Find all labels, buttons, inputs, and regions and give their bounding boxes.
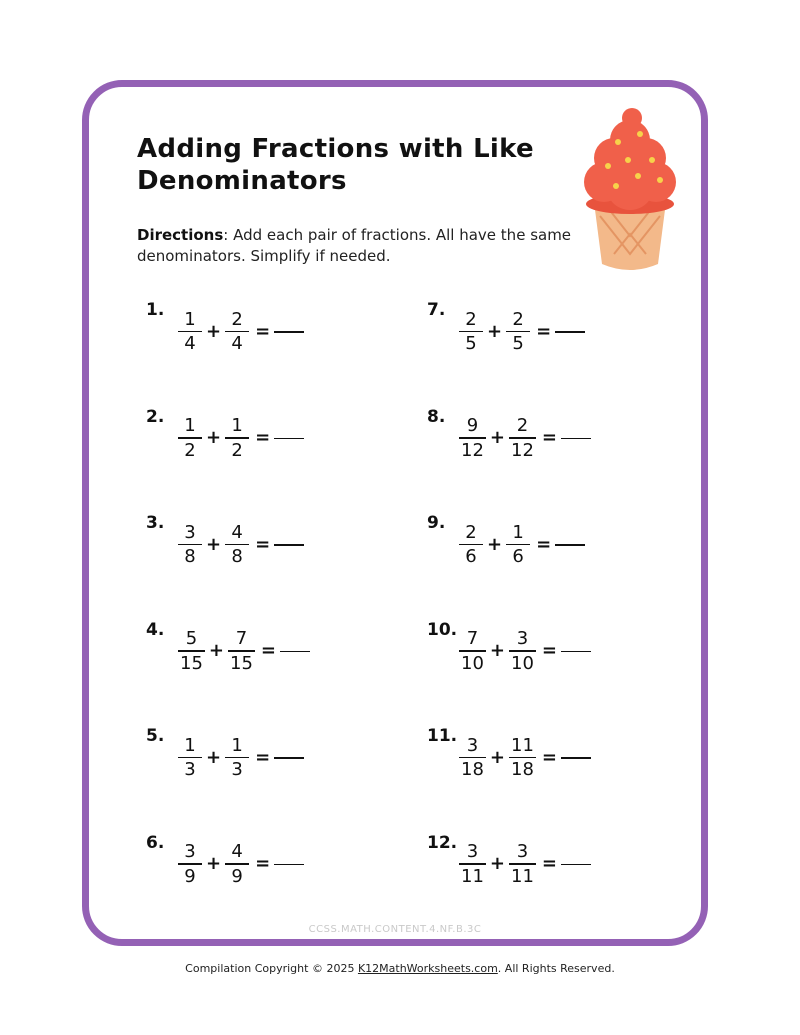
fraction-b	[225, 415, 249, 462]
fraction-a	[178, 415, 202, 462]
fraction-bar	[506, 544, 530, 546]
plus-sign: +	[208, 640, 224, 661]
ice-cream-icon	[580, 104, 680, 276]
fraction-bar	[178, 757, 202, 759]
problem-number: 4.	[146, 619, 165, 640]
problem-8	[427, 407, 591, 467]
numerator: 1	[231, 415, 243, 437]
fraction-bar	[459, 437, 486, 439]
numerator: 1	[184, 415, 196, 437]
problem-9	[427, 513, 585, 573]
numerator: 3	[184, 521, 196, 543]
problem-12	[427, 833, 591, 893]
fraction-a	[459, 309, 483, 356]
equals-sign: =	[541, 427, 557, 448]
numerator: 9	[466, 415, 479, 437]
denominator: 4	[231, 333, 243, 355]
equals-sign: =	[541, 746, 557, 768]
fraction-bar	[506, 331, 530, 333]
denominator: 5	[512, 333, 524, 355]
fraction-bar	[225, 331, 249, 333]
directions-label: Directions	[137, 226, 224, 244]
equals-sign: =	[536, 533, 552, 555]
denominator: 12	[511, 439, 534, 461]
fraction-bar	[459, 863, 486, 865]
problem-7	[427, 300, 585, 360]
denominator: 15	[180, 652, 203, 674]
answer-blank[interactable]	[555, 331, 585, 333]
numerator: 3	[466, 734, 479, 756]
numerator: 2	[231, 308, 243, 330]
problem-3	[146, 513, 304, 573]
denominator: 10	[511, 652, 534, 674]
denominator: 3	[184, 759, 196, 781]
fraction-bar	[225, 757, 249, 759]
fraction-b	[509, 841, 536, 888]
numerator: 4	[231, 841, 243, 863]
problem-number: 5.	[146, 726, 165, 746]
problem-number: 7.	[427, 300, 446, 320]
equals-sign: =	[536, 320, 552, 342]
denominator: 15	[230, 652, 253, 674]
copyright-suffix: . All Rights Reserved.	[497, 962, 615, 975]
fraction-bar	[459, 757, 486, 759]
plus-sign: +	[487, 533, 503, 555]
numerator: 7	[235, 628, 248, 650]
denominator: 2	[184, 439, 196, 461]
fraction-bar	[509, 757, 536, 759]
problem-number: 6.	[146, 832, 165, 853]
numerator: 2	[512, 308, 524, 330]
fraction-b	[225, 735, 249, 782]
problem-number: 12.	[427, 832, 458, 853]
fraction-bar	[509, 863, 536, 865]
equals-sign: =	[541, 853, 557, 874]
copyright-line	[0, 962, 800, 975]
answer-blank[interactable]	[280, 651, 310, 653]
problem-number: 11.	[427, 726, 458, 746]
numerator: 1	[184, 308, 196, 330]
numerator: 5	[185, 628, 198, 650]
fraction-bar	[225, 437, 249, 439]
problem-4	[146, 620, 310, 680]
copyright-prefix: Compilation Copyright © 2025	[185, 962, 358, 975]
fraction-bar	[178, 331, 202, 333]
denominator: 4	[184, 333, 196, 355]
answer-blank[interactable]	[274, 544, 304, 546]
fraction-bar	[509, 650, 536, 652]
denominator: 6	[512, 546, 524, 568]
answer-blank[interactable]	[274, 331, 304, 333]
fraction-a	[459, 735, 486, 782]
denominator: 18	[461, 759, 484, 781]
fraction-bar	[459, 544, 483, 546]
equals-sign: =	[255, 533, 271, 555]
numerator: 11	[511, 734, 534, 756]
answer-blank[interactable]	[561, 757, 591, 759]
answer-blank[interactable]	[561, 438, 591, 440]
answer-blank[interactable]	[561, 864, 591, 866]
plus-sign: +	[206, 427, 222, 448]
site-link[interactable]: K12MathWorksheets.com	[357, 962, 498, 975]
fraction-b	[506, 522, 530, 569]
fraction-b	[228, 628, 255, 675]
fraction-b	[225, 522, 249, 569]
equals-sign: =	[255, 320, 271, 342]
plus-sign: +	[489, 746, 505, 768]
numerator: 4	[231, 521, 243, 543]
fraction-a	[178, 841, 202, 888]
fraction-a	[178, 628, 205, 675]
answer-blank[interactable]	[274, 864, 304, 866]
fraction-bar	[509, 437, 536, 439]
denominator: 11	[461, 865, 484, 887]
plus-sign: +	[206, 853, 222, 874]
numerator: 3	[516, 841, 529, 863]
worksheet-title	[137, 133, 577, 197]
fraction-b	[225, 841, 249, 888]
problem-number: 2.	[146, 406, 165, 427]
answer-blank[interactable]	[561, 651, 591, 653]
answer-blank[interactable]	[274, 438, 304, 440]
equals-sign: =	[255, 427, 271, 448]
fraction-bar	[228, 650, 255, 652]
plus-sign: +	[206, 533, 222, 555]
denominator: 10	[461, 652, 484, 674]
plus-sign: +	[206, 746, 222, 768]
numerator: 1	[231, 734, 243, 756]
denominator: 18	[511, 759, 534, 781]
numerator: 1	[184, 734, 196, 756]
fraction-bar	[178, 650, 205, 652]
directions-text: : Add each pair of fractions. All have the same denominators. Simplify if needed.	[137, 226, 572, 265]
problem-number: 10.	[427, 619, 458, 640]
answer-blank[interactable]	[274, 757, 304, 759]
standard-code: CCSS.MATH.CONTENT.4.NF.B.3C	[308, 924, 482, 935]
fraction-b	[506, 309, 530, 356]
problem-number: 1.	[146, 300, 165, 320]
plus-sign: +	[487, 320, 503, 342]
fraction-a	[459, 628, 486, 675]
answer-blank[interactable]	[555, 544, 585, 546]
problem-1	[146, 300, 304, 360]
numerator: 3	[184, 841, 196, 863]
fraction-a	[178, 735, 202, 782]
fraction-bar	[178, 863, 202, 865]
equals-sign: =	[255, 853, 271, 874]
numerator: 7	[466, 628, 479, 650]
directions	[137, 225, 577, 267]
fraction-b	[225, 309, 249, 356]
plus-sign: +	[489, 427, 505, 448]
fraction-a	[459, 841, 486, 888]
numerator: 2	[465, 521, 477, 543]
problem-5	[146, 726, 304, 786]
fraction-bar	[459, 650, 486, 652]
numerator: 3	[516, 628, 529, 650]
numerator: 2	[465, 308, 477, 330]
numerator: 3	[466, 841, 479, 863]
fraction-bar	[459, 331, 483, 333]
numerator: 2	[516, 415, 529, 437]
plus-sign: +	[489, 853, 505, 874]
denominator: 5	[465, 333, 477, 355]
denominator: 12	[461, 439, 484, 461]
fraction-bar	[225, 544, 249, 546]
problem-10	[427, 620, 591, 680]
denominator: 3	[231, 759, 243, 781]
fraction-bar	[178, 544, 202, 546]
numerator: 1	[512, 521, 524, 543]
fraction-bar	[225, 863, 249, 865]
problem-2	[146, 407, 304, 467]
denominator: 8	[231, 546, 243, 568]
denominator: 9	[231, 865, 243, 887]
fraction-b	[509, 415, 536, 462]
fraction-bar	[178, 437, 202, 439]
equals-sign: =	[255, 746, 271, 768]
problem-6	[146, 833, 304, 893]
denominator: 11	[511, 865, 534, 887]
denominator: 8	[184, 546, 196, 568]
fraction-a	[178, 309, 202, 356]
problem-11	[427, 726, 591, 786]
title-line-1: Adding Fractions with Like	[137, 134, 534, 164]
problem-number: 3.	[146, 513, 165, 533]
equals-sign: =	[541, 640, 557, 661]
fraction-b	[509, 628, 536, 675]
fraction-a	[459, 522, 483, 569]
equals-sign: =	[260, 640, 276, 661]
problem-number: 8.	[427, 406, 446, 427]
fraction-b	[509, 735, 536, 782]
problem-number: 9.	[427, 513, 446, 533]
title-line-2: Denominators	[137, 166, 347, 196]
fraction-a	[178, 522, 202, 569]
fraction-a	[459, 415, 486, 462]
denominator: 2	[231, 439, 243, 461]
denominator: 9	[184, 865, 196, 887]
plus-sign: +	[489, 640, 505, 661]
plus-sign: +	[206, 320, 222, 342]
denominator: 6	[465, 546, 477, 568]
